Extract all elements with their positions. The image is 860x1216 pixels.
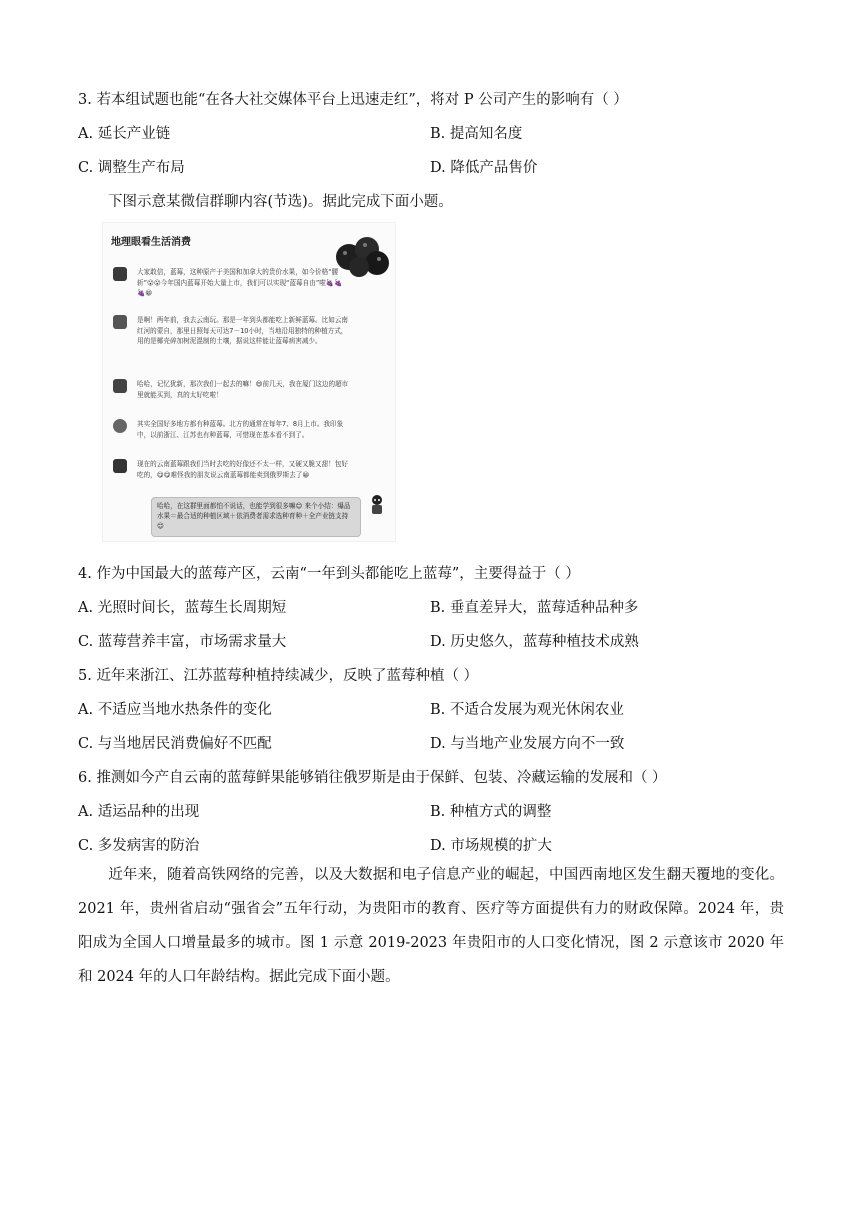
question-3-option-b: B. 提高知名度	[430, 126, 523, 142]
chat-message	[113, 315, 353, 365]
question-4-stem: 4. 作为中国最大的蓝莓产区，云南“一年到头都能吃上蓝莓”，主要得益于（ ）	[78, 566, 580, 582]
question-6-option-b: B. 种植方式的调整	[430, 804, 552, 820]
question-5-option-a: A. 不适应当地水热条件的变化	[78, 702, 272, 718]
guiyang-intro-paragraph	[78, 858, 784, 994]
question-5-stem: 5. 近年来浙江、江苏蓝莓种植持续减少，反映了蓝莓种植（ ）	[78, 668, 479, 684]
message-text: 现在的云南蓝莓跟我们当时去吃的好像还不太一样，又硬又脆又甜！包好吃的，😋😋难怪我的朋友说云南蓝莓都能卖到俄罗斯去了😀	[137, 460, 348, 479]
chat-figure-intro: 下图示意某微信群聊内容(节选)。据此完成下面小题。	[108, 194, 453, 210]
avatar	[113, 459, 127, 473]
question-3-option-d: D. 降低产品售价	[430, 160, 538, 176]
message-text: 其实全国好多地方都有种蓝莓。北方的通常在每年7、8月上市。我印象中，以前浙江、江苏也有种蓝莓，可惜现在基本看不到了。	[137, 420, 344, 439]
question-5-option-c: C. 与当地居民消费偏好不匹配	[78, 736, 272, 752]
chat-message	[113, 459, 353, 493]
cartoon-avatar-icon	[367, 493, 387, 515]
avatar	[113, 419, 127, 433]
chat-message	[113, 267, 353, 307]
message-text: 大家敢信，蓝莓，这种原产于美国和加拿大的贵价水果，如今价格“腰斩”😮😮今年国内蓝莓开始大量上市，我们可以实现“蓝莓自由”啦🍇🍇🍇😁	[137, 268, 343, 297]
avatar	[113, 267, 127, 281]
question-4-option-d: D. 历史悠久，蓝莓种植技术成熟	[430, 634, 639, 650]
question-6-option-c: C. 多发病害的防治	[78, 838, 200, 854]
question-5-option-b: B. 不适合发展为观光休闲农业	[430, 702, 624, 718]
avatar	[113, 315, 127, 329]
message-text: 是啊！两年前，我去云南玩。那是一年到头都能吃上新鲜蓝莓。比如云南红河的蒙自，那里日照每天可达7－10小时，当地沿用独特的种植方式，用的是椰壳碎加树泥混制的土壤，据说这样能让蓝莓病害减少。	[137, 316, 348, 345]
paragraph-text: 近年来，随着高铁网络的完善，以及大数据和电子信息产业的崛起，中国西南地区发生翻天覆地的变化。2021 年，贵州省启动“强省会”五年行动，为贵阳市的教育、医疗等方面提供有力的财政保障。2024 年，贵阳成为全国人口增量最多的城市。图 1 示意 2019-2023 年贵阳市的人口变化情况，图 2 示意该市 2020 年和 2024 年的人口年龄结构。据此完成下面小题。	[78, 867, 784, 985]
question-6-option-a: A. 适运品种的出现	[78, 804, 200, 820]
message-text: 哈哈，记忆犹新，那次我们一起去的嘛！😄前几天，我在厦门这边的超市里就能买到，真的太好吃啦！	[137, 380, 349, 399]
question-5-option-d: D. 与当地产业发展方向不一致	[430, 736, 625, 752]
chat-title: 地理眼看生活消费	[111, 237, 191, 248]
question-6-option-d: D. 市场规模的扩大	[430, 838, 552, 854]
chat-message	[113, 419, 353, 453]
question-4-option-c: C. 蓝莓营养丰富，市场需求量大	[78, 634, 287, 650]
question-4-option-a: A. 光照时间长，蓝莓生长周期短	[78, 600, 287, 616]
summary-bubble: 哈哈，在这群里面都怕不说话，也能学到很多嘛😊 来个小结：爆品水果＝最合适的种植区域＋依消费者需求选种育种＋全产业链支持😊	[151, 497, 361, 537]
question-6-stem: 6. 推测如今产自云南的蓝莓鲜果能够销往俄罗斯是由于保鲜、包装、冷藏运输的发展和（ ）	[78, 770, 667, 786]
question-3-stem: 3. 若本组试题也能“在各大社交媒体平台上迅速走红”，将对 P 公司产生的影响有（ ）	[78, 92, 628, 108]
question-3-option-a: A. 延长产业链	[78, 126, 171, 142]
question-3-option-c: C. 调整生产布局	[78, 160, 185, 176]
wechat-chat-figure	[102, 222, 396, 542]
question-4-option-b: B. 垂直差异大，蓝莓适种品种多	[430, 600, 639, 616]
chat-message	[113, 379, 353, 413]
avatar	[113, 379, 127, 393]
